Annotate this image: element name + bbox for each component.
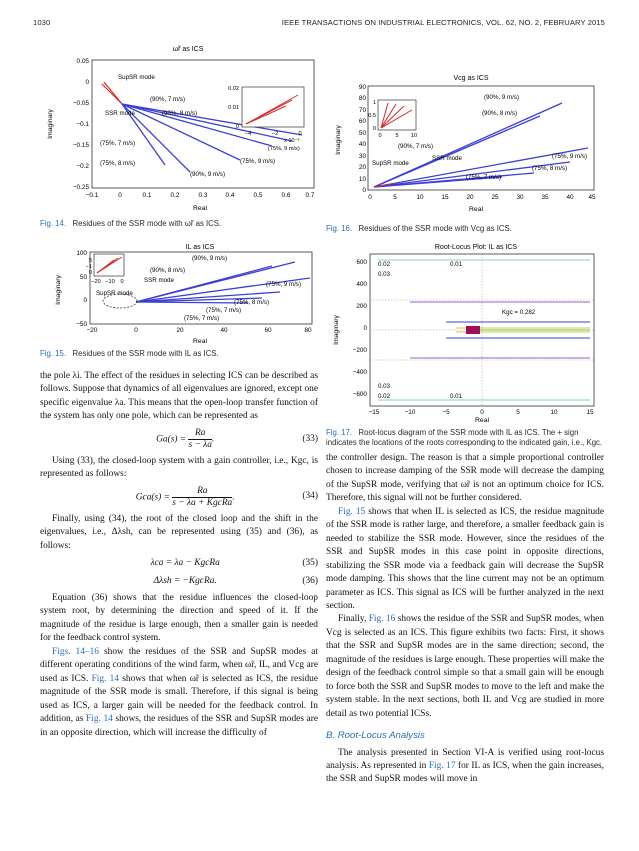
fig14-inset-scale: x 10⁻³ (284, 138, 300, 144)
eq34-numerator: Ra (197, 485, 208, 496)
figure-17-plot (326, 242, 602, 422)
fig17-xtick: −5 (442, 409, 450, 416)
equation-36 (40, 575, 318, 588)
fig16-inset-ytick: 0.5 (368, 113, 376, 119)
right-column (326, 452, 604, 787)
fig16-xlabel: Real (469, 206, 483, 213)
eq34-lhs: Gca(s) = (135, 492, 170, 503)
fig15-inset-xtick: −20 (91, 279, 101, 285)
fig17-ytick: −400 (352, 369, 367, 376)
fig14-ytick: −0.1 (76, 121, 89, 128)
fig17-caption (326, 428, 604, 448)
fig14-xtick: 0.6 (281, 192, 291, 199)
fig16-label: Fig. 16. (326, 224, 353, 233)
fig16-xtick: 25 (491, 194, 499, 201)
fig15-inset-ytick: −1 (85, 264, 92, 270)
figure-15-plot (40, 240, 316, 348)
journal-header: IEEE TRANSACTIONS ON INDUSTRIAL ELECTRONICS, VOL. 62, NO. 2, FEBRUARY 2015 (281, 18, 605, 27)
right-p3-part-b: shows the residue of the SSR and SupSR modes, when Vcg is selected as an ICS. This figure exhibits two facts: First, it shows that the SSR and SupSR modes are in the same direction; second, the magnitude of the residues is large enough. These properties will make the design of the feedback control simple so that a small gain will be enough to force both the SSR and SupSR modes to move to the left and make the system stable. In the next sections, both IL and Vcg are studied in more detail as two potential ICSs. (326, 614, 604, 719)
fig14-ytick: −0.05 (72, 100, 89, 107)
fig14-xtick: 0.5 (253, 192, 263, 199)
fig15-xtick: 40 (220, 327, 228, 334)
fig14-inset-ytick: 0.01 (228, 105, 239, 111)
fig-16-link[interactable]: Fig. 16 (368, 614, 396, 625)
fig16-annot: (75%, 7 m/s) (466, 174, 502, 181)
right-p4-part-a: The analysis presented in Section VI-A is verified using root-locus analysis. As represented in (326, 747, 604, 771)
fig-14-link[interactable]: Fig. 14 (86, 714, 113, 725)
fig15-xtick: 20 (176, 327, 184, 334)
fig14-yticks (73, 58, 90, 191)
right-p3-part-a: Finally, (338, 614, 369, 625)
right-paragraph-1: the controller design. The reason is that a simple proportional controller chosen to increase damping of the SSR mode will decrease the damping of the SupSR mode, verifying that ω̃r is not an optimum choice for ICS. Therefore, this signal will not be further considered. (326, 453, 604, 504)
fig14-caption (40, 219, 320, 229)
fig14-xtick: 0 (118, 192, 122, 199)
right-paragraph-4 (326, 747, 604, 787)
fig15-annot: SSR mode (144, 277, 174, 284)
fig15-inset-xtick: 0 (120, 279, 124, 285)
fig17-annot: 0.01 (450, 261, 463, 268)
fig17-plot-title: Root-Locus Plot: IL as ICS (434, 244, 518, 251)
fig16-ytick: 80 (358, 95, 366, 102)
fig17-ytick: −600 (352, 391, 367, 398)
fig15-inset-ytick: 0 (88, 270, 92, 276)
equation-35 (40, 557, 318, 570)
fig16-inset-xtick: 0 (378, 133, 382, 139)
fig15-annot: (75%, 7 m/s) (184, 315, 220, 322)
fig16-annot: (90%, 8 m/s) (482, 110, 518, 117)
fig14-annot: (75%, 7 m/s) (100, 140, 136, 147)
fig14-inset-ytick: 0.02 (228, 86, 239, 92)
fig16-ytick: 20 (358, 164, 366, 171)
fig16-inset-ytick: 0 (372, 126, 376, 132)
fig17-xtick: 10 (550, 409, 558, 416)
fig15-annot: (75%, 7 m/s) (206, 307, 242, 314)
fig16-inset-ytick: 1 (372, 100, 376, 106)
fig-14-link[interactable]: Fig. 14 (91, 673, 120, 684)
eq34-denominator: s − λa + KgcRa (172, 497, 233, 508)
fig16-xtick: 40 (566, 194, 574, 201)
left-column (40, 370, 318, 740)
fig16-ytick: 30 (358, 153, 366, 160)
fig15-annot: (90%, 8 m/s) (150, 267, 186, 274)
right-p2-text: shows that when IL is selected as ICS, the residue magnitude of the SSR mode is rather large, and therefore, a smaller feedback gain is needed to stabilize the SSR mode. However, since the residues of the SSR and SupSR modes in this case point in opposite directions, stabilizing the SSR mode via a feedback gain will decrease the SupSR mode damping. This shows that the line current may not be an optimum parameter as ICS. This signal as ICS will be further analyzed in the next section. (326, 506, 604, 611)
left-p5-part-b: shows that when ω̃r is selected as ICS, the residue magnitude of the SSR mode is small. Therefore, if this signal is being used as ICS, a larger gain will be needed for the feedback control. In addition, as (40, 673, 318, 725)
fig16-ytick: 40 (358, 141, 366, 148)
fig17-annot: 0.02 (378, 261, 391, 268)
left-paragraph-2: Using (33), the closed-loop system with a gain controller, i.e., Kgc, is represented as follows: (40, 455, 318, 480)
fig17-xtick: −15 (368, 409, 380, 416)
fig16-inset-xtick: 10 (410, 133, 418, 139)
fig14-inset-label: (75%, 9 m/s) (268, 146, 300, 152)
fig17-annot: 0.03 (378, 383, 391, 390)
fig16-annot: (75%, 8 m/s) (532, 165, 568, 172)
eq33-denominator: s − λa (188, 439, 212, 450)
fig14-annot: (90%, 9 m/s) (190, 171, 226, 178)
equation-33: Ga(s) = $\frac{Ra}{s - \lambda a}$ . (33) (156, 427, 318, 450)
left-paragraph-5 (40, 646, 318, 740)
fig14-xtick: 0.7 (305, 192, 315, 199)
fig15-inset-xtick: −10 (105, 279, 115, 285)
fig17-label: Fig. 17. (326, 428, 353, 437)
eq33-lhs: Ga(s) = (156, 434, 187, 445)
fig16-ytick: 70 (358, 107, 366, 114)
fig16-xtick: 30 (516, 194, 524, 201)
fig14-inset-xtick: −4 (244, 131, 252, 137)
fig16-annot: SupSR mode (372, 160, 409, 167)
left-p5-part-c: shows, the residues of the SSR and SupSR modes are in an opposite direction, which will increase the difficulty of (40, 714, 318, 738)
fig14-annot: (90%, 8 m/s) (162, 110, 198, 117)
fig15-xtick: −20 (86, 327, 98, 334)
eq35-number: (35) (302, 558, 318, 569)
fig15-label: Fig. 15. (40, 349, 67, 358)
fig14-ytick: 0 (85, 79, 89, 86)
page-number: 1030 (33, 18, 51, 27)
fig14-plot-title: ω̃r as ICS (172, 46, 204, 53)
fig17-xtick: −10 (404, 409, 416, 416)
equation-34: Gca(s) = $\frac{Ra}{\text{s − λa + KgcRa}}$ . (34) (135, 485, 318, 508)
eq36-number: (36) (302, 575, 318, 586)
eq36-body: Δλsh = −KgcRa. (153, 575, 217, 586)
fig15-plot-title: IL as ICS (185, 244, 215, 251)
fig15-annot: (90%, 9 m/s) (192, 255, 228, 262)
fig14-xtick: 0.1 (142, 192, 152, 199)
fig16-xtick: 35 (541, 194, 549, 201)
fig14-xtick: 0.4 (225, 192, 235, 199)
fig15-xtick: 0 (134, 327, 138, 334)
fig16-annot: SSR mode (432, 155, 462, 162)
fig15-caption (40, 349, 320, 359)
right-p4-part-b: for IL as ICS, when the gain increases, the SSR and SupSR modes will move in (326, 760, 605, 785)
fig16-annot: (90%, 9 m/s) (484, 94, 520, 101)
fig15-xlabel: Real (193, 338, 207, 345)
fig14-annot: (75%, 8 m/s) (100, 160, 136, 167)
fig16-ytick: 50 (358, 130, 366, 137)
fig16-ytick: 90 (358, 84, 366, 91)
left-paragraph-1: the pole λi. The effect of the residues in selecting ICS can be described as follows. Suppose that dynamics of all eigenvalues are ignored, except one specific eigenvalue λa. This means that the open-loop transfer function of the system has only one pole, which can be represented as (40, 371, 318, 422)
fig14-label: Fig. 14. (40, 219, 67, 228)
eq33-numerator: Ra (194, 427, 206, 438)
fig16-xtick: 20 (466, 194, 474, 201)
fig16-ylabel: Imaginary (335, 125, 342, 155)
fig14-ytick: 0.05 (76, 58, 89, 65)
right-paragraph-2 (326, 506, 604, 614)
figure-16-plot (326, 70, 602, 220)
fig14-inset-ytick: 0 (235, 124, 239, 130)
fig16-ytick: 60 (358, 118, 366, 125)
fig15-ylabel: Imaginary (55, 275, 62, 305)
fig17-ytick: 0 (363, 325, 367, 332)
fig17-ytick: −200 (352, 347, 367, 354)
fig17-caption-text: Root-locus diagram of the SSR mode with IL as ICS. The + sign indicates the locations of the roots corresponding to the indicated gain, i.e., Kgc. (326, 428, 603, 447)
fig16-inset-xtick: 5 (395, 133, 399, 139)
fig17-annot: Kgc = 0.282 (502, 309, 536, 316)
fig-17-link[interactable]: Fig. 17 (428, 760, 456, 771)
fig16-annot: (90%, 7 m/s) (398, 143, 434, 150)
fig17-xlabel: Real (475, 417, 489, 422)
fig17-ytick: 200 (356, 303, 367, 310)
fig14-caption-text: Residues of the SSR mode with ω̃r as ICS. (72, 219, 222, 228)
section-heading: B. Root-Locus Analysis (326, 730, 425, 742)
fig15-ytick: 100 (76, 250, 87, 257)
fig17-xtick: 0 (480, 409, 484, 416)
fig16-xtick: 5 (393, 194, 397, 201)
fig16-xtick: 0 (368, 194, 372, 201)
fig15-ytick: −50 (76, 321, 87, 328)
fig16-xtick: 45 (588, 194, 596, 201)
fig16-xtick: 15 (441, 194, 449, 201)
fig14-annot: SupSR mode (118, 74, 155, 81)
fig16-caption (326, 224, 606, 234)
figs-14-16-link[interactable]: Figs. 14–16 (52, 646, 99, 657)
fig14-xticks (86, 192, 315, 199)
fig14-xtick: −0.1 (85, 192, 99, 199)
fig14-ytick: −0.15 (72, 142, 89, 149)
fig-15-link[interactable]: Fig. 15 (338, 506, 366, 517)
fig17-ytick: 600 (356, 259, 367, 266)
eq33-number: (33) (302, 433, 318, 444)
fig17-ytick: 400 (356, 281, 367, 288)
fig15-caption-text: Residues of the SSR mode with IL as ICS. (72, 349, 219, 358)
left-paragraph-4: Equation (36) shows that the residue influences the closed-loop system root, by determining the direction and speed of it. If the magnitude of the residue is large enough, then a smaller gain is needed for the feedback control system. (40, 592, 318, 644)
fig14-ylabel: Imaginary (47, 109, 54, 139)
fig16-ytick: 10 (358, 176, 366, 183)
eq35-body: λca = λa − KgcRa (150, 558, 220, 569)
fig15-xtick: 80 (304, 327, 312, 334)
fig14-annot: SSR mode (105, 110, 135, 117)
fig15-annot: (75%, 9 m/s) (266, 281, 302, 288)
fig14-ytick: −0.2 (76, 163, 89, 170)
fig16-xtick: 10 (416, 194, 424, 201)
fig17-ylabel: Imaginary (333, 315, 340, 345)
fig14-xtick: 0.2 (170, 192, 180, 199)
fig17-annot: 0.01 (450, 393, 463, 400)
fig17-annot: 0.02 (378, 393, 391, 400)
eq34-number: (34) (302, 491, 318, 502)
left-paragraph-3: Finally, using (34), the root of the closed loop and the shift in the eigenvalues, i.e., Δλsh, can be represented using (35) and (36), as follows: (40, 513, 318, 551)
fig15-inset-label: 5 (88, 258, 92, 264)
fig14-xlabel: Real (193, 205, 207, 212)
fig17-xtick: 5 (516, 409, 520, 416)
fig14-ytick: −0.25 (72, 184, 89, 191)
figure-14-plot (40, 40, 316, 218)
fig16-ytick: 0 (362, 187, 366, 194)
fig14-xtick: 0.3 (198, 192, 208, 199)
fig14-annot: (75%, 9 m/s) (240, 158, 276, 165)
fig16-annot: (75%, 9 m/s) (552, 153, 588, 160)
fig15-ytick: 50 (79, 274, 87, 281)
fig15-ytick: 0 (83, 297, 87, 304)
right-paragraph-3 (326, 613, 604, 721)
fig16-caption-text: Residues of the SSR mode with Vcg as ICS. (358, 224, 512, 233)
fig15-annot: SupSR mode (96, 290, 133, 297)
fig14-annot: (90%, 7 m/s) (150, 96, 186, 103)
fig17-xtick: 15 (586, 409, 594, 416)
fig16-plot-title: Vcg as ICS (453, 75, 489, 82)
fig14-inset-xtick: −2 (271, 131, 279, 137)
fig15-annot: (75%, 8 m/s) (234, 299, 270, 306)
left-p5-part-a: show the residues of the SSR and SupSR modes at different operating conditions of the wind farm, when ω̃r, IL, and Vcg are used as ICS. (40, 646, 318, 684)
fig14-inset-xtick: 0 (298, 131, 302, 137)
fig15-xtick: 60 (264, 327, 272, 334)
fig17-annot: 0.03 (378, 271, 391, 278)
